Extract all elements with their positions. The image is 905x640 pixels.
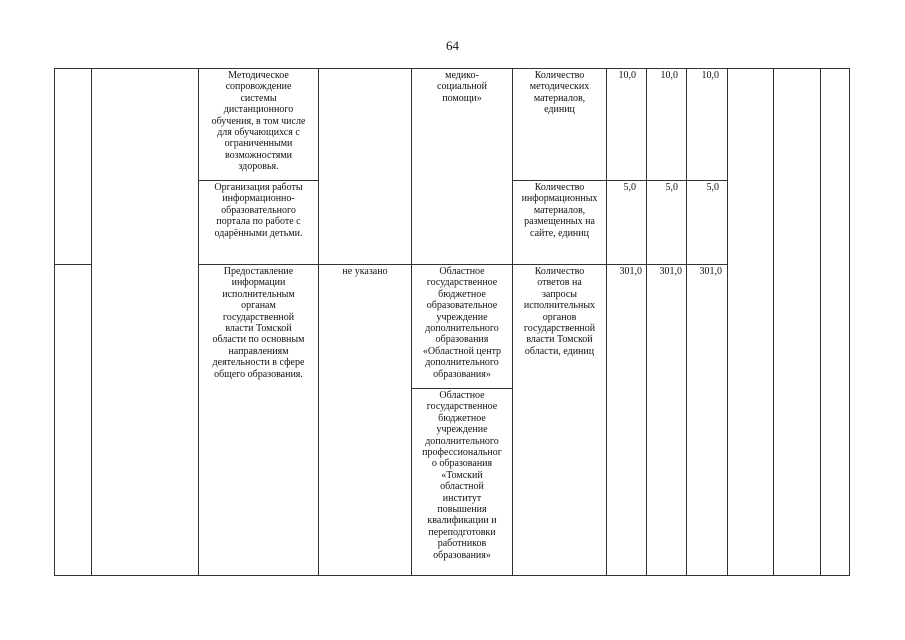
row1-value-2: 10,0 bbox=[660, 70, 678, 81]
row3-executor-a: Областное государственное бюджетное образовательное учреждение дополнительного образования «Областной центр дополнительного образования» bbox=[422, 266, 502, 380]
row3-executor-b: Областное государственное бюджетное учреждение дополнительного профессиональног о образования «Томский областной институт повышения квалификации и переподготовки работников образования» bbox=[422, 390, 502, 561]
row3-deadline: не указано bbox=[342, 266, 388, 277]
page-number: 64 bbox=[446, 38, 459, 53]
row1-indicator: Количество методических материалов, единиц bbox=[529, 70, 590, 116]
row2-value-1: 5,0 bbox=[623, 182, 636, 193]
row1-value-1: 10,0 bbox=[618, 70, 636, 81]
row2-value-2: 5,0 bbox=[665, 182, 678, 193]
row3-indicator: Количество ответов на запросы исполнительных органов государственной власти Томской области, единиц bbox=[523, 266, 596, 357]
row2-activity: Организация работы информационно- образовательного портала по работе с одарёнными детьми. bbox=[214, 182, 303, 239]
row2-indicator: Количество информационных материалов, размещенных на сайте, единиц bbox=[521, 182, 598, 239]
row1-activity: Методическое сопровождение системы дистанционного обучения, в том числе для обучающихся с ограниченными возможностями здоровья. bbox=[211, 70, 306, 173]
row3-value-2: 301,0 bbox=[659, 266, 682, 277]
row1-value-3: 10,0 bbox=[701, 70, 719, 81]
row3-value-3: 301,0 bbox=[699, 266, 722, 277]
row3-value-1: 301,0 bbox=[619, 266, 642, 277]
row3-activity: Предоставление информации исполнительным органам государственной власти Томской области по основным направлениям деятельности в сфере общего образования. bbox=[212, 266, 305, 380]
row1-executor: медико- социальной помощи» bbox=[437, 70, 487, 104]
row2-value-3: 5,0 bbox=[706, 182, 719, 193]
